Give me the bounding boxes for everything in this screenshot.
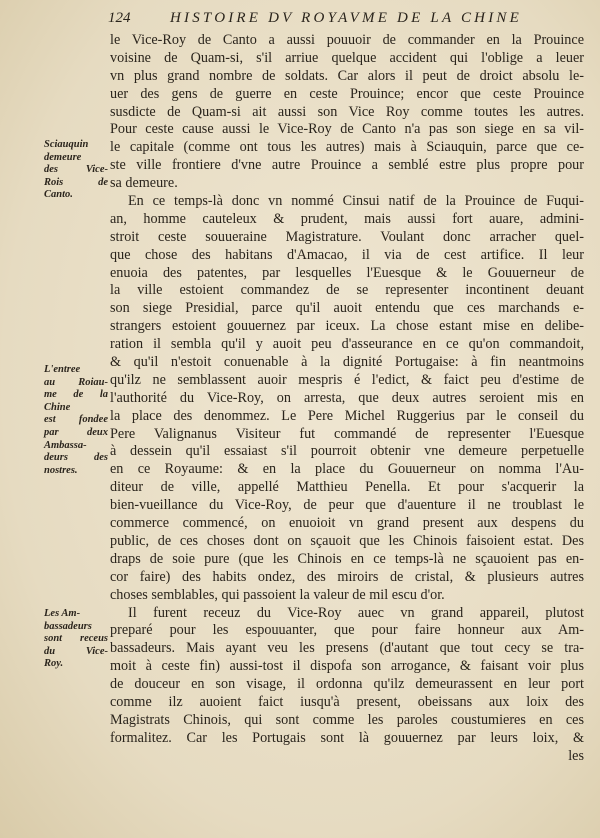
text-line: l'authorité du Vice-Roy, on arresta, que deux autres seroient mis en	[110, 389, 584, 406]
margin-note-entree	[44, 364, 108, 477]
text-line: ste ville frontiere d'vne autre Prouince a semblé estre plus propre pour	[110, 157, 584, 174]
text-line: le capitale (comme ont tous les autres) mais à Sciauquin, parce que ce-	[110, 139, 584, 156]
text-line: formalitez. Car les Portugais sont là gouuernez par leurs loix, &	[110, 729, 584, 746]
text-line: sa demeure.	[110, 175, 178, 192]
text-line: an, homme cauteleux & prudent, mais aussi fort auare, admini-	[110, 210, 584, 227]
text-line: bassadeurs. Mais ayant veu les presens (d'autant que tout cecy se tra-	[110, 640, 584, 657]
text-line: à dessein qu'il essaiast s'il pourroit obtenir vne demeure perpetuelle	[110, 443, 584, 460]
text-line: commerce commencé, on enuoioit vn grand present aux despens du	[110, 515, 584, 532]
text-line: comme ilz auoient faict iusqu'à present, obeissans aux loix des	[110, 693, 584, 710]
text-line: en ce Royaume: & en la place du Gouuerneur on nomma l'Au-	[110, 461, 584, 478]
margin-note-line: Canto.	[44, 189, 73, 201]
text-line: & qu'il n'estoit conuenable à la dignité Portugaise: à fin neantmoins	[110, 354, 584, 371]
text-line: susdicte de Quam-si ait aussi son Vice Roy comme toutes les autres.	[110, 103, 584, 120]
margin-note-line: Roy.	[44, 658, 64, 670]
catchword: les	[568, 747, 584, 764]
main-text	[110, 32, 584, 766]
text-line: moit à ceste fin) aussi-tost il dispofa son arrogance, & faisant voir plus	[110, 658, 584, 675]
text-line: la place des denommez. Le Pere Michel Ruggerius par le conseil du	[110, 407, 584, 424]
margin-note-line: du Vice-	[44, 645, 108, 657]
text-line: le Vice-Roy de Canto a aussi pouuoir de commander en la Prouince	[110, 32, 584, 48]
text-line: cor faire) des habits ondez, des miroirs de cristal, & plusieurs autres	[110, 568, 584, 585]
text-line: draps de soie pure (que les Chinois en ce temps-là ne sçauoient pas en-	[110, 550, 584, 567]
margin-note-line: me de la	[44, 389, 108, 401]
text-line: la ville estoient commandez de se representer incontinent deuant	[110, 282, 584, 299]
margin-note-line: est fondee	[44, 414, 108, 426]
margin-note-line: Les Am-	[44, 608, 81, 619]
text-line: que chose des habitans d'Amacao, il via de cest artifice. Il leur	[110, 246, 584, 263]
margin-note-line: demeure	[44, 151, 82, 163]
margin-note-line: Ambassa-	[44, 439, 87, 451]
page-number: 124	[108, 10, 131, 26]
margin-note-line: nostres.	[44, 464, 78, 476]
text-line: uer des gens de guerre en ceste Prouince; encor que ceste Prouince	[110, 85, 584, 102]
text-line: vn plus grand nombre de soldats. Car alors il peut de droict absolu le-	[110, 67, 584, 84]
text-line: ration il sembla qu'il y auoit peu d'asseurance en ce qu'on commandoit,	[110, 336, 584, 353]
text-line: preparé pour les espouuanter, que pour faire honneur aux Am-	[110, 622, 584, 639]
text-line: Magistrats Chinois, qui sont comme les paroles coustumieres en ces	[110, 711, 584, 728]
text-line: strangers estoient gouuernez par iceux. La chose estant mise en delibe-	[110, 318, 584, 335]
text-line: stroit ceste souueraine Magistrature. Voulant donc arracher quel-	[110, 228, 584, 245]
margin-note-line: deurs des	[44, 452, 108, 464]
text-line: Il furent receuz du Vice-Roy auec vn grand appareil, plutost	[128, 604, 584, 621]
margin-note-line: Chine	[44, 401, 71, 413]
margin-note-ambassadeurs	[44, 608, 108, 671]
margin-note-line: des Vice-	[44, 164, 108, 176]
margin-note-line: Rois de	[44, 176, 108, 188]
text-line: de douceur en son visage, il ordonna qu'ilz demeurassent en leur port	[110, 676, 584, 693]
margin-note-line: sont receus	[44, 633, 108, 645]
text-line: Pere Valignanus Visiteur fut commandé de representer l'Euesque	[110, 425, 584, 442]
text-line: bien-vueillance du Vice-Roy, de peur que d'auenture il ne troublast le	[110, 497, 584, 514]
margin-note-line: L'entree	[44, 364, 81, 375]
running-header	[108, 10, 580, 32]
text-line: voisine de Quam-si, s'il arriue quelque accident qui l'oblige a leuer	[110, 49, 584, 66]
text-line: diteur de ville, appellé Matthieu Penella. Et pour s'acquerir la	[110, 479, 584, 496]
text-line: public, de ces choses dont on sçauoit que les Chinois faisoient estat. Des	[110, 532, 584, 549]
text-line: son siege Presidial, parce qu'il auoit entendu que ces marchands e-	[110, 300, 584, 317]
margin-note-line: au Roiau-	[44, 376, 108, 388]
text-line: qu'ilz ne semblassent auoir mespris é l'edict, & faict peu d'estime de	[110, 371, 584, 388]
text-line: Pour ceste cause aussi le Vice-Roy de Canto n'a pas son siege en sa vil-	[110, 121, 584, 138]
running-title: HISTOIRE DV ROYAVME DE LA CHINE	[170, 10, 522, 26]
text-line: enuoia des patentes, par lesquelles l'Euesque & le Gouuerneur de	[110, 264, 584, 281]
margin-note-line: bassadeurs	[44, 620, 92, 632]
margin-note-line: Sciauquin	[44, 139, 89, 150]
text-line: choses semblables, qui passoient la valeur de mil escu d'or.	[110, 586, 445, 603]
text-line: En ce temps-là donc vn nommé Cinsui natif de la Prouince de Fuqui-	[128, 193, 584, 210]
margin-note-sciauquin	[44, 139, 108, 202]
margin-note-line: par deux	[44, 426, 108, 438]
